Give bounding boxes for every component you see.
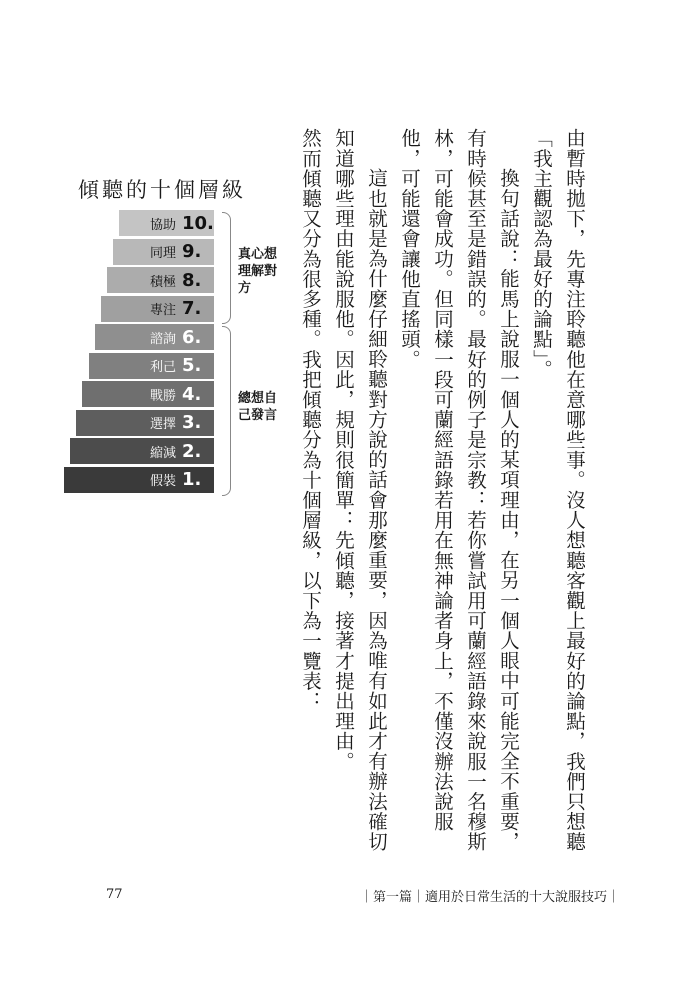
level-label: 戰勝 <box>149 388 176 404</box>
level-label: 同理 <box>149 246 176 261</box>
body-column: 「我主觀認為最好的論點」。 <box>530 128 553 380</box>
group-label-bottom: 總想自己發言 <box>238 391 278 423</box>
level-number: 9. <box>182 241 202 262</box>
brace-bottom <box>222 326 231 496</box>
level-label: 協助 <box>149 217 176 233</box>
level-label: 利己 <box>149 360 176 375</box>
level-number: 3. <box>182 412 202 433</box>
group-label-top: 真心想理解對方 <box>238 247 278 296</box>
level-label: 假裝 <box>149 474 176 489</box>
level-bar <box>95 324 214 350</box>
level-bar <box>107 267 214 293</box>
body-column: 他，可能還會讓他直搖頭。 <box>398 128 421 370</box>
level-bar <box>70 438 214 464</box>
level-label: 積極 <box>149 274 176 290</box>
level-number: 8. <box>182 269 202 291</box>
level-bar <box>89 353 215 379</box>
body-column: 換句話說：能馬上說服一個人的某項理由，在另一個人眼中可能完全不重要， <box>497 168 520 852</box>
page-number: 77 <box>106 887 123 902</box>
level-number: 7. <box>182 298 202 319</box>
level-label: 專注 <box>149 303 176 318</box>
level-bar <box>113 239 214 265</box>
level-label: 選擇 <box>149 417 176 432</box>
level-number: 2. <box>182 440 202 462</box>
body-column: 有時候甚至是錯誤的。最好的例子是宗教：若你嘗試用可蘭經語錄來說服一名穆斯 <box>464 128 487 852</box>
level-number: 10. <box>182 212 214 234</box>
level-bar <box>101 296 214 322</box>
figure-title: 傾聽的十個層級 <box>78 178 246 202</box>
body-column: 知道哪些理由能說服他。因此，規則很簡單：先傾聽，接著才提出理由。 <box>332 128 355 772</box>
body-column: 林，可能會成功。但同樣一段可蘭經語錄若用在無神論者身上，不僅沒辦法說服 <box>431 128 454 832</box>
level-number: 1. <box>182 469 202 490</box>
level-label: 諮詢 <box>149 331 176 347</box>
brace-top <box>222 212 231 324</box>
level-bar <box>119 210 214 236</box>
body-column: 由暫時拋下，先專注聆聽他在意哪些事。沒人想聽客觀上最好的論點，我們只想聽 <box>563 128 586 852</box>
body-column: 這也就是為什麼仔細聆聽對方說的話會那麼重要，因為唯有如此才有辦法確切 <box>365 168 388 852</box>
level-bar <box>64 467 214 493</box>
level-label: 縮減 <box>149 445 176 461</box>
level-number: 4. <box>182 383 202 405</box>
level-bar <box>76 410 214 436</box>
body-column: 然而傾聽又分為很多種。我把傾聽分為十個層級，以下為一覽表： <box>299 128 322 711</box>
level-number: 5. <box>182 355 202 376</box>
level-bar <box>82 381 214 407</box>
running-head: ｜第一篇｜適用於日常生活的十大說服技巧｜ <box>360 890 621 905</box>
level-number: 6. <box>182 326 202 348</box>
